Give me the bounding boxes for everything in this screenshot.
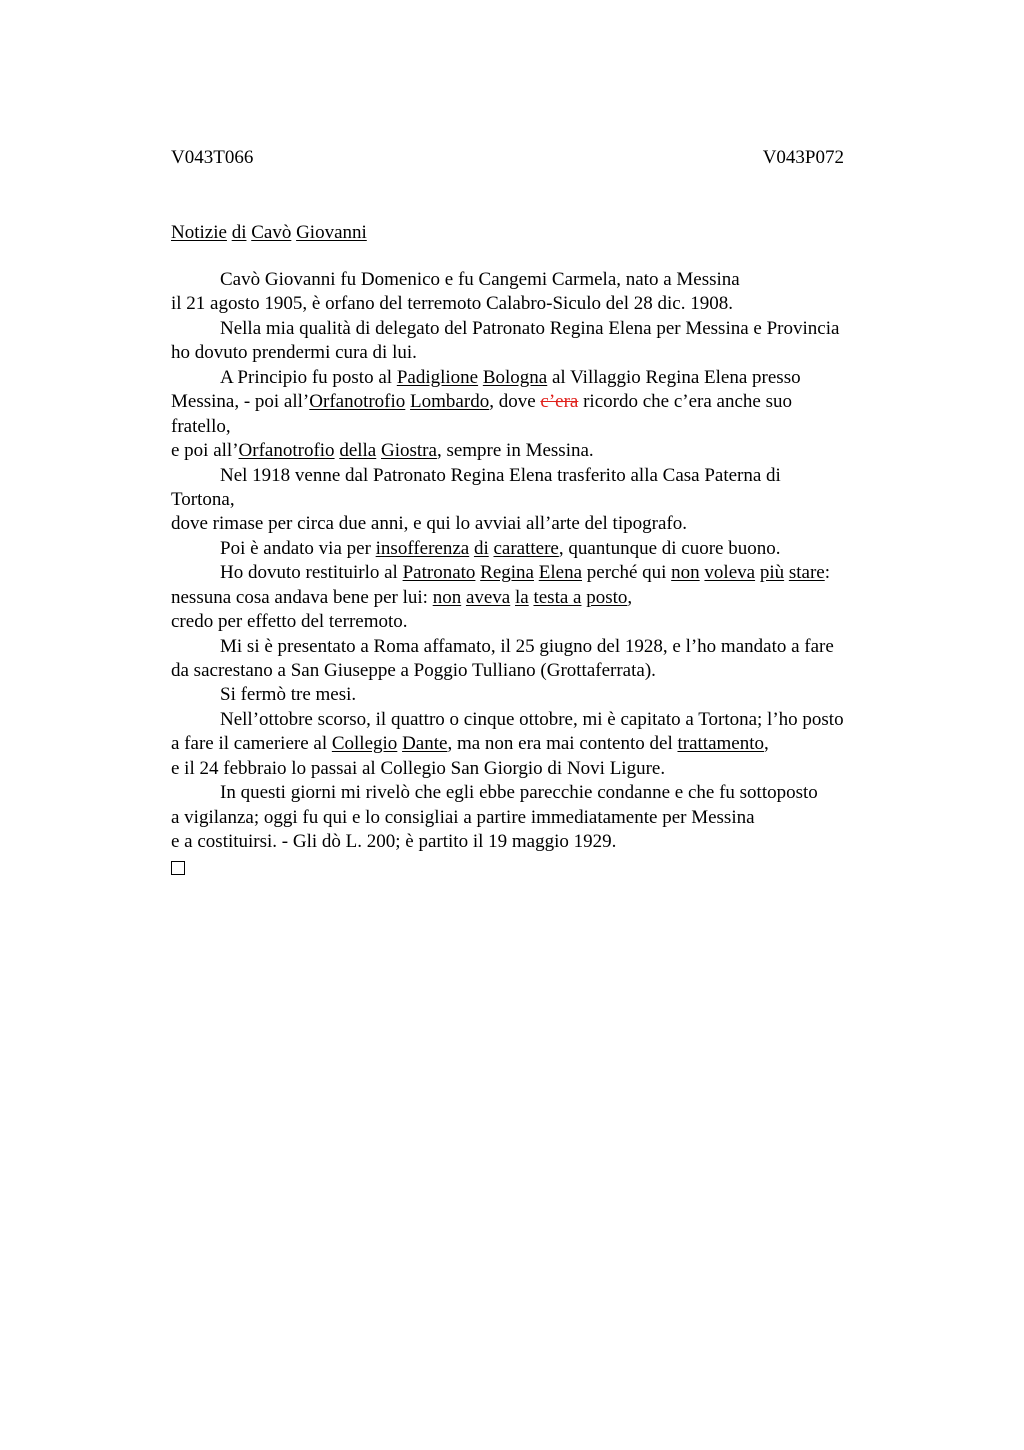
text-run: nessuna cosa andava bene per lui: [171, 586, 433, 608]
text-run: , quantunque di cuore buono. [558, 537, 781, 559]
text-line [171, 366, 911, 390]
underlined-word: Collegio [331, 733, 398, 755]
underlined-word: Regina [480, 562, 534, 584]
text-line: Nella mia qualità di delegato del Patronato Regina Elena per Messina e Provincia [220, 317, 840, 339]
text-line: ho dovuto prendermi cura di lui. [171, 342, 417, 364]
text-line: e a costituirsi. - Gli dò L. 200; è partito il 19 maggio 1929. [171, 831, 617, 853]
text-line: Cavò Giovanni fu Domenico e fu Cangemi Carmela, nato a Messina [220, 269, 740, 290]
document-code-left: V043T066 [171, 147, 254, 168]
underlined-word: Patronato [402, 562, 476, 584]
text-run: ricordo che c’era anche suo [578, 391, 792, 413]
text-line [171, 732, 911, 756]
underlined-word: della [339, 440, 377, 462]
text-line [171, 390, 911, 414]
title-word: di [231, 222, 247, 243]
underlined-word: trattamento [677, 733, 765, 755]
text-run: , ma non era mai contento del [447, 733, 678, 755]
text-line: e il 24 febbraio lo passai al Collegio San Giorgio di Novi Ligure. [171, 757, 666, 779]
underlined-word: di [473, 537, 489, 559]
text-run: , [764, 733, 769, 755]
text-line: Mi si è presentato a Roma affamato, il 25 giugno del 1928, e l’ho mandato a fare [220, 635, 834, 657]
text-line [171, 586, 911, 610]
document-code-right: V043P072 [762, 147, 844, 168]
underlined-word: Lombardo [410, 391, 490, 413]
underlined-word: carattere [493, 537, 559, 559]
text-line: dove rimase per circa due anni, e qui lo avviai all’arte del tipografo. [171, 513, 687, 535]
text-line [171, 439, 911, 463]
underlined-word: voleva [704, 562, 756, 584]
text-run: : [824, 562, 831, 584]
text-run: Poi è andato via per [220, 537, 376, 559]
text-line: Nel 1918 venne dal Patronato Regina Elena trasferito alla Casa Paterna di [220, 464, 781, 486]
text-run: a fare il cameriere al [171, 733, 332, 755]
document-title [171, 220, 911, 246]
text-line: In questi giorni mi rivelò che egli ebbe parecchie condanne e che fu sottoposto [220, 782, 818, 804]
text-run: A Principio fu posto al [220, 366, 397, 388]
underlined-word: Orfanotrofio [238, 440, 335, 462]
title-word: Cavò [251, 222, 292, 243]
title-word: Notizie [171, 222, 227, 243]
underlined-word: non [432, 586, 462, 608]
text-line: a vigilanza; oggi fu qui e lo consigliai a partire immediatamente per Messina [171, 806, 755, 828]
text-line: il 21 agosto 1905, è orfano del terremoto Calabro-Siculo del 28 dic. 1908. [171, 293, 733, 315]
text-run: perché qui [582, 562, 672, 584]
text-line: Si fermò tre mesi. [220, 684, 357, 706]
text-line: Tortona, [171, 488, 235, 510]
end-box-icon [171, 861, 185, 875]
underlined-word: aveva [465, 586, 511, 608]
document-page [171, 145, 911, 879]
text-run: e poi all’ [171, 440, 239, 462]
underlined-word: Dante [402, 733, 448, 755]
underlined-word: Orfanotrofio [309, 391, 406, 413]
text-line: da sacrestano a San Giuseppe a Poggio Tulliano (Grottaferrata). [171, 660, 656, 681]
text-run: , dove [489, 391, 541, 413]
text-run: , sempre in Messina. [436, 440, 594, 462]
text-line [171, 537, 911, 561]
text-run: al Villaggio Regina Elena presso [547, 366, 801, 388]
underlined-word: Padiglione [396, 366, 479, 388]
text-line: Nell’ottobre scorso, il quattro o cinque ottobre, mi è capitato a Tortona; l’ho posto [220, 708, 844, 730]
struck-through-text: c’era [540, 391, 579, 413]
underlined-word: Elena [538, 562, 583, 584]
title-word: Giovanni [296, 222, 367, 243]
text-line: fratello, [171, 415, 231, 437]
text-run: Ho dovuto restituirlo al [220, 562, 403, 584]
underlined-word: Giostra [381, 440, 437, 462]
underlined-word: Bologna [482, 366, 548, 388]
text-run: Messina, - poi all’ [171, 391, 310, 413]
underlined-word: stare [788, 562, 825, 584]
text-line [171, 561, 911, 585]
document-body [171, 268, 911, 879]
underlined-word: più [759, 562, 785, 584]
page-header [171, 145, 844, 171]
underlined-word: posto [586, 586, 628, 608]
underlined-word: la [515, 586, 529, 608]
end-marker-line [171, 855, 911, 879]
underlined-word: testa a [533, 586, 582, 608]
text-run: , [627, 586, 633, 608]
underlined-word: non [671, 562, 700, 584]
underlined-word: insofferenza [375, 537, 470, 559]
text-line: credo per effetto del terremoto. [171, 611, 408, 633]
